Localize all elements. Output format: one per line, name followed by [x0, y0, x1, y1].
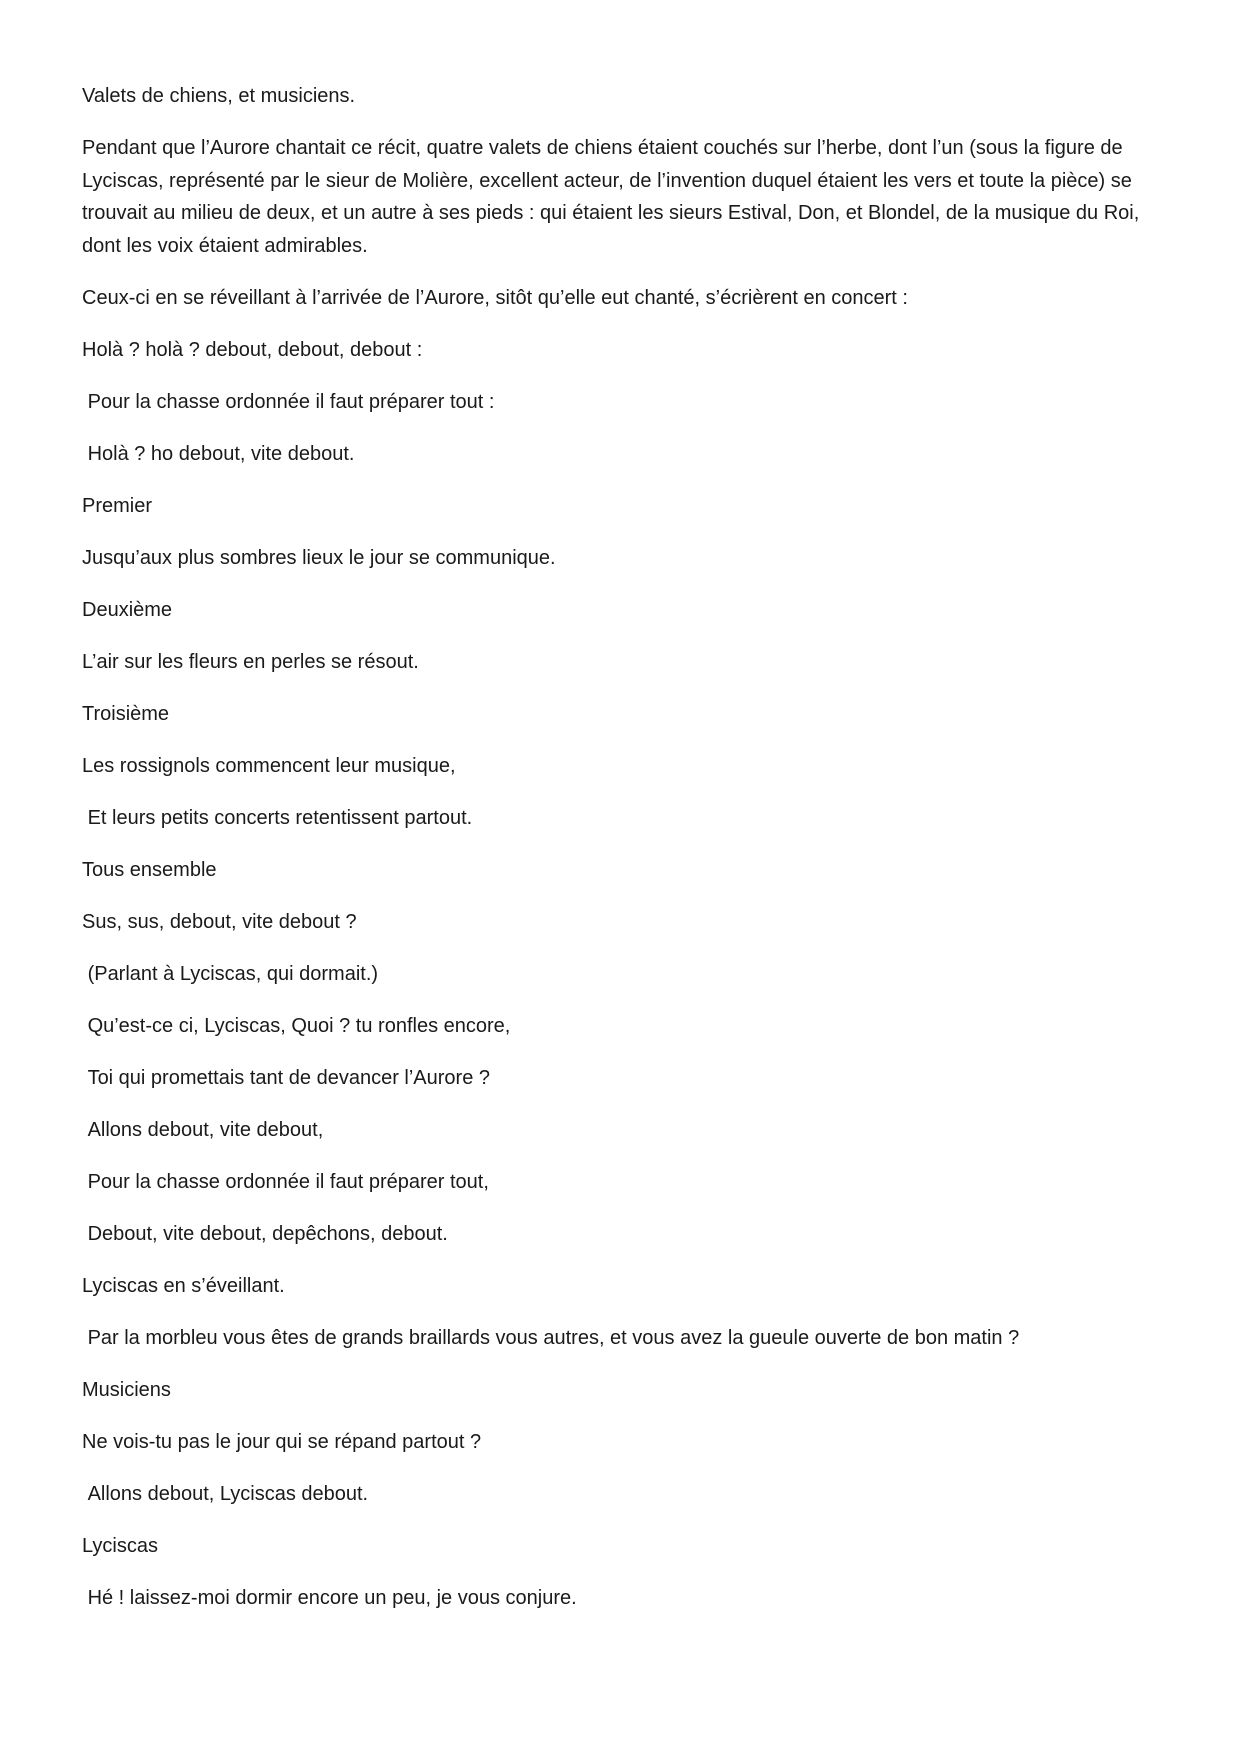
paragraph: Pendant que l’Aurore chantait ce récit, quatre valets de chiens étaient couchés sur l’herbe, dont l’un (sous la figure de Lyciscas, représenté par le sieur de Molière, excellent acteur, de l’invention duquel étaient les vers et toute la pièce) se trouvait au milieu de deux, et un autre à ses pieds : qui étaient les sieurs Estival, Don, et Blondel, de la musique du Roi, dont les voix étaient admirables.: [82, 137, 1145, 257]
paragraph: Valets de chiens, et musiciens.: [82, 85, 356, 107]
speaker-label: Musiciens: [82, 1379, 171, 1401]
verse-line: Pour la chasse ordonnée il faut préparer tout,: [82, 1171, 489, 1193]
verse-line: Allons debout, vite debout,: [82, 1119, 324, 1141]
verse-line: Ne vois-tu pas le jour qui se répand partout ?: [82, 1431, 482, 1453]
verse-line: Sus, sus, debout, vite debout ?: [82, 911, 357, 933]
speaker-label: Lyciscas en s’éveillant.: [82, 1275, 285, 1297]
verse-line: Allons debout, Lyciscas debout.: [82, 1483, 369, 1505]
stage-direction: (Parlant à Lyciscas, qui dormait.): [82, 963, 379, 985]
verse-line: Jusqu’aux plus sombres lieux le jour se communique.: [82, 547, 556, 569]
verse-line: Qu’est-ce ci, Lyciscas, Quoi ? tu ronfles encore,: [82, 1015, 511, 1037]
verse-line: Toi qui promettais tant de devancer l’Aurore ?: [82, 1067, 491, 1089]
verse-line: Et leurs petits concerts retentissent partout.: [82, 807, 473, 829]
speaker-label: Tous ensemble: [82, 859, 217, 881]
speaker-label: Troisième: [82, 703, 170, 725]
verse-line: L’air sur les fleurs en perles se résout.: [82, 651, 419, 673]
speaker-label: Lyciscas: [82, 1535, 158, 1557]
verse-line: Pour la chasse ordonnée il faut préparer tout :: [82, 391, 495, 413]
verse-line: Par la morbleu vous êtes de grands braillards vous autres, et vous avez la gueule ouverte de bon matin ?: [82, 1327, 1020, 1349]
verse-line: Debout, vite debout, depêchons, debout.: [82, 1223, 448, 1245]
verse-line: Holà ? ho debout, vite debout.: [82, 443, 355, 465]
speaker-label: Deuxième: [82, 599, 173, 621]
verse-line: Holà ? holà ? debout, debout, debout :: [82, 339, 423, 361]
paragraph: Ceux-ci en se réveillant à l’arrivée de l’Aurore, sitôt qu’elle eut chanté, s’écrièrent en concert :: [82, 287, 908, 309]
verse-line: Les rossignols commencent leur musique,: [82, 755, 456, 777]
speaker-label: Premier: [82, 495, 153, 517]
document-page: [82, 80, 1160, 1634]
verse-line: Hé ! laissez-moi dormir encore un peu, je vous conjure.: [82, 1587, 577, 1609]
